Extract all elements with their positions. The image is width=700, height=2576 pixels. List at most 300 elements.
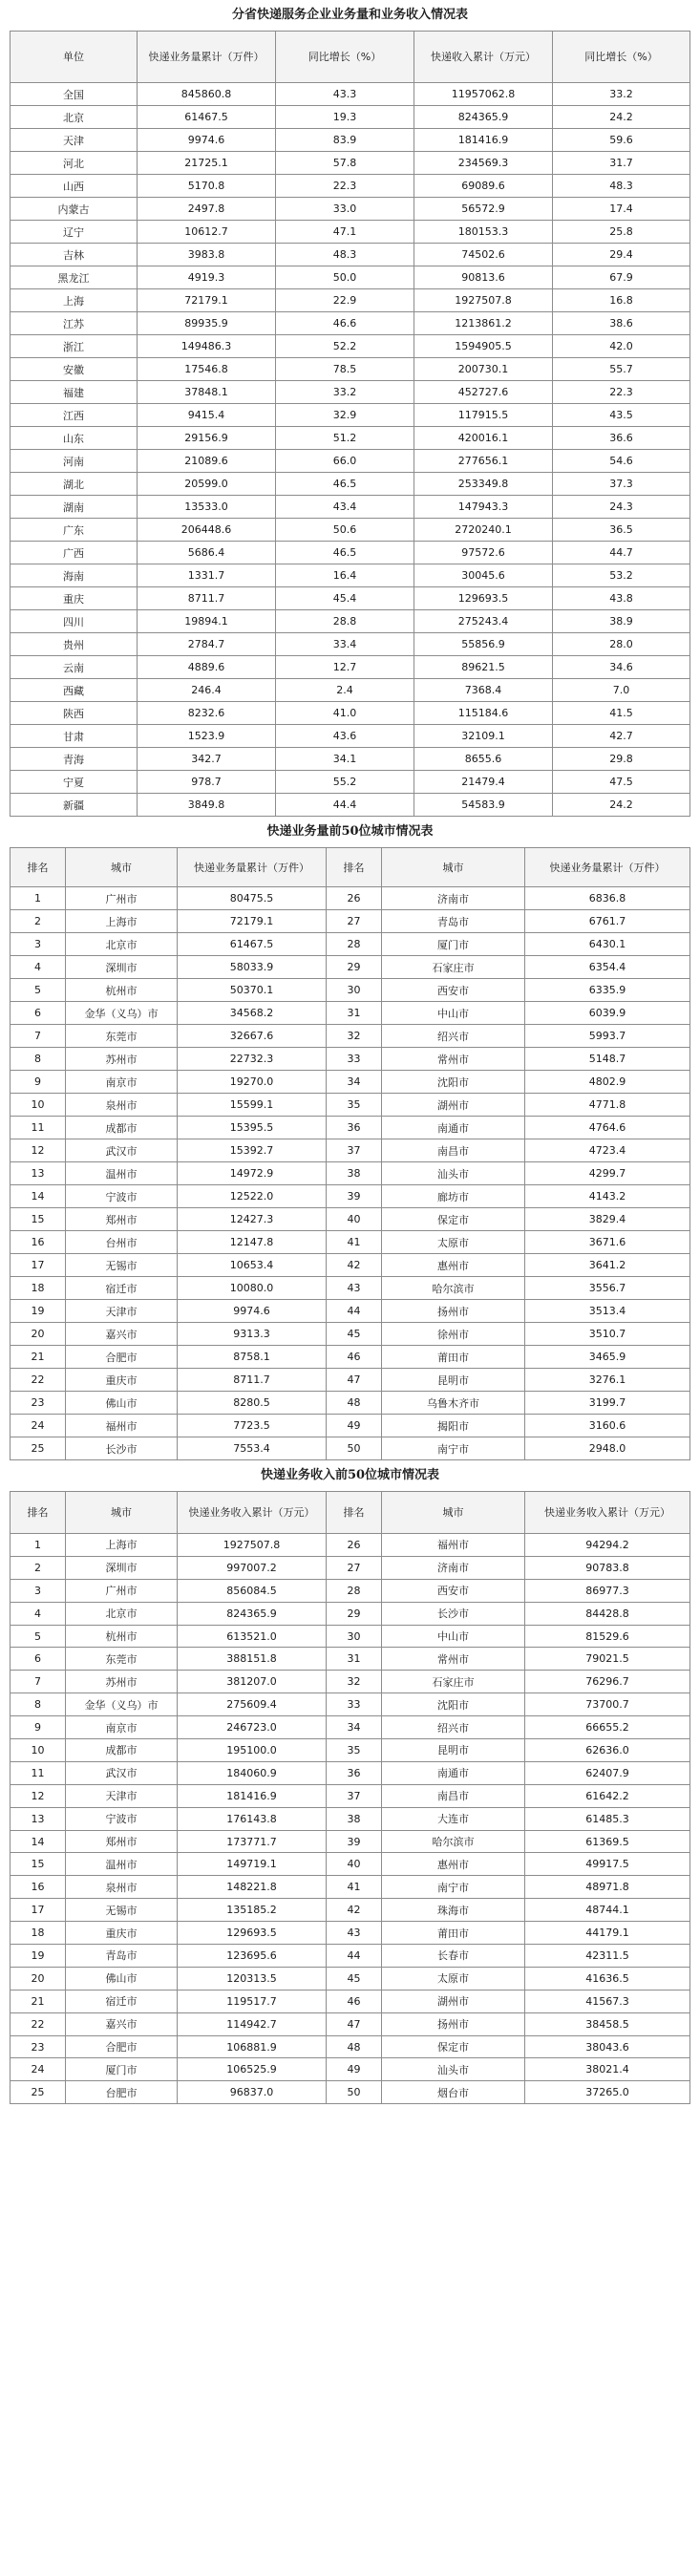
cell-city: 沈阳市 [382, 1071, 525, 1094]
cell-volume: 12427.3 [178, 1208, 327, 1231]
cell-volume: 3983.8 [138, 244, 276, 266]
cell-rank: 22 [11, 2012, 66, 2035]
cell-revenue: 30045.6 [414, 564, 553, 587]
cell-revenue-growth: 37.3 [553, 473, 690, 496]
cell-city: 南宁市 [382, 1876, 525, 1899]
cell-volume: 17546.8 [138, 358, 276, 381]
cell-city: 扬州市 [382, 1300, 525, 1323]
table-row [11, 266, 690, 289]
cell-volume: 4919.3 [138, 266, 276, 289]
cell-unit: 陕西 [11, 702, 138, 725]
cell-volume: 3276.1 [525, 1369, 690, 1392]
cell-rank: 47 [327, 1369, 382, 1392]
cell-revenue-growth: 54.6 [553, 450, 690, 473]
cell-city: 惠州市 [382, 1853, 525, 1876]
cell-volume: 6039.9 [525, 1002, 690, 1025]
table-row [11, 887, 690, 910]
cell-rank: 48 [327, 1392, 382, 1415]
cell-volume-growth: 51.2 [276, 427, 414, 450]
header-city: 城市 [66, 848, 178, 887]
table-row [11, 933, 690, 956]
cell-unit: 黑龙江 [11, 266, 138, 289]
cell-unit: 山西 [11, 175, 138, 198]
cell-revenue: 1927507.8 [178, 1534, 327, 1557]
cell-city: 珠海市 [382, 1899, 525, 1922]
cell-volume-growth: 41.0 [276, 702, 414, 725]
cell-rank: 49 [327, 2058, 382, 2081]
cell-city: 武汉市 [66, 1761, 178, 1784]
cell-revenue-growth: 29.8 [553, 748, 690, 771]
cell-volume: 9313.3 [178, 1323, 327, 1346]
cell-volume-growth: 55.2 [276, 771, 414, 794]
table-header-row [11, 848, 690, 887]
cell-volume: 4889.6 [138, 656, 276, 679]
cell-revenue: 90783.8 [525, 1556, 690, 1579]
table-row [11, 106, 690, 129]
table2-title: 快递业务量前50位城市情况表 [266, 824, 434, 839]
cell-city: 成都市 [66, 1739, 178, 1762]
cell-rank: 7 [11, 1025, 66, 1048]
cell-revenue: 97572.6 [414, 542, 553, 564]
cell-revenue-growth: 29.4 [553, 244, 690, 266]
cell-city: 莆田市 [382, 1922, 525, 1945]
cell-revenue: 37265.0 [525, 2081, 690, 2104]
table-row [11, 725, 690, 748]
cell-rank: 26 [327, 1534, 382, 1557]
cell-revenue: 76296.7 [525, 1671, 690, 1693]
cell-city: 北京市 [66, 1602, 178, 1625]
cell-volume: 10653.4 [178, 1254, 327, 1277]
cell-revenue: 824365.9 [414, 106, 553, 129]
cell-volume: 6335.9 [525, 979, 690, 1002]
cell-volume: 5686.4 [138, 542, 276, 564]
cell-revenue-growth: 24.2 [553, 106, 690, 129]
cell-volume-growth: 83.9 [276, 129, 414, 152]
cell-unit: 四川 [11, 610, 138, 633]
cell-revenue-growth: 33.2 [553, 83, 690, 106]
cell-volume: 80475.5 [178, 887, 327, 910]
cell-revenue: 115184.6 [414, 702, 553, 725]
cell-city: 汕头市 [382, 2058, 525, 2081]
cell-rank: 20 [11, 1323, 66, 1346]
cell-rank: 13 [11, 1162, 66, 1185]
cell-city: 金华（义乌）市 [66, 1002, 178, 1025]
cell-rank: 50 [327, 1437, 382, 1460]
cell-rank: 41 [327, 1231, 382, 1254]
cell-rank: 31 [327, 1648, 382, 1671]
cell-revenue: 61642.2 [525, 1784, 690, 1807]
cell-city: 中山市 [382, 1625, 525, 1648]
table-row [11, 2035, 690, 2058]
cell-rank: 6 [11, 1648, 66, 1671]
cell-volume-growth: 16.4 [276, 564, 414, 587]
cell-rank: 36 [327, 1117, 382, 1139]
cell-revenue: 234569.3 [414, 152, 553, 175]
cell-rank: 49 [327, 1415, 382, 1437]
cell-revenue-growth: 7.0 [553, 679, 690, 702]
cell-city: 泉州市 [66, 1094, 178, 1117]
cell-city: 南宁市 [382, 1437, 525, 1460]
cell-revenue-growth: 38.6 [553, 312, 690, 335]
province-express-table [10, 31, 690, 817]
cell-volume: 13533.0 [138, 496, 276, 519]
cell-city: 烟台市 [382, 2081, 525, 2104]
cell-revenue: 66655.2 [525, 1716, 690, 1739]
cell-revenue-growth: 36.5 [553, 519, 690, 542]
table-row [11, 1945, 690, 1968]
table-row [11, 1300, 690, 1323]
cell-city: 上海市 [66, 1534, 178, 1557]
cell-city: 汕头市 [382, 1162, 525, 1185]
cell-volume: 89935.9 [138, 312, 276, 335]
cell-city: 绍兴市 [382, 1716, 525, 1739]
header-volume-growth: 同比增长（%） [276, 32, 414, 83]
cell-city: 西安市 [382, 1579, 525, 1602]
cell-rank: 25 [11, 1437, 66, 1460]
cell-revenue: 11957062.8 [414, 83, 553, 106]
cell-city: 中山市 [382, 1002, 525, 1025]
cell-unit: 西藏 [11, 679, 138, 702]
table-row [11, 1231, 690, 1254]
cell-revenue: 184060.9 [178, 1761, 327, 1784]
cell-rank: 39 [327, 1185, 382, 1208]
cell-volume: 3513.4 [525, 1300, 690, 1323]
cell-city: 宁波市 [66, 1807, 178, 1830]
city-revenue-table [10, 1491, 690, 2104]
cell-city: 廊坊市 [382, 1185, 525, 1208]
cell-rank: 1 [11, 1534, 66, 1557]
cell-rank: 14 [11, 1185, 66, 1208]
cell-city: 合肥市 [66, 1346, 178, 1369]
cell-revenue-growth: 67.9 [553, 266, 690, 289]
cell-unit: 海南 [11, 564, 138, 587]
cell-unit: 吉林 [11, 244, 138, 266]
cell-revenue: 73700.7 [525, 1693, 690, 1716]
cell-rank: 23 [11, 1392, 66, 1415]
cell-revenue-growth: 28.0 [553, 633, 690, 656]
cell-volume-growth: 47.1 [276, 221, 414, 244]
city-volume-table [10, 847, 690, 1460]
cell-city: 保定市 [382, 1208, 525, 1231]
table-row [11, 473, 690, 496]
table-row [11, 404, 690, 427]
cell-volume-growth: 2.4 [276, 679, 414, 702]
cell-city: 石家庄市 [382, 956, 525, 979]
cell-volume: 58033.9 [178, 956, 327, 979]
cell-city: 扬州市 [382, 2012, 525, 2035]
cell-city: 大连市 [382, 1807, 525, 1830]
table1-title: 分省快递服务企业业务量和业务收入情况表 [231, 8, 468, 22]
cell-city: 温州市 [66, 1162, 178, 1185]
cell-volume: 342.7 [138, 748, 276, 771]
table-row [11, 1254, 690, 1277]
table-row [11, 1671, 690, 1693]
table-row [11, 358, 690, 381]
cell-rank: 19 [11, 1300, 66, 1323]
cell-rank: 19 [11, 1945, 66, 1968]
cell-volume-growth: 34.1 [276, 748, 414, 771]
table1-body [11, 83, 690, 817]
cell-revenue-growth: 24.3 [553, 496, 690, 519]
cell-volume: 10612.7 [138, 221, 276, 244]
cell-city: 哈尔滨市 [382, 1277, 525, 1300]
table-row [11, 1002, 690, 1025]
cell-volume: 4143.2 [525, 1185, 690, 1208]
cell-unit: 江苏 [11, 312, 138, 335]
cell-volume: 7553.4 [178, 1437, 327, 1460]
cell-rank: 24 [11, 2058, 66, 2081]
header-rank: 排名 [11, 848, 66, 887]
cell-volume: 3199.7 [525, 1392, 690, 1415]
table-row [11, 1899, 690, 1922]
cell-volume: 6430.1 [525, 933, 690, 956]
cell-rank: 32 [327, 1025, 382, 1048]
table-row [11, 564, 690, 587]
cell-revenue: 613521.0 [178, 1625, 327, 1648]
cell-rank: 16 [11, 1876, 66, 1899]
cell-volume: 246.4 [138, 679, 276, 702]
cell-city: 宁波市 [66, 1185, 178, 1208]
cell-city: 郑州市 [66, 1208, 178, 1231]
cell-revenue: 32109.1 [414, 725, 553, 748]
table-row [11, 794, 690, 817]
cell-city: 惠州市 [382, 1254, 525, 1277]
table-row [11, 1807, 690, 1830]
cell-revenue: 452727.6 [414, 381, 553, 404]
cell-volume: 15599.1 [178, 1094, 327, 1117]
cell-rank: 3 [11, 1579, 66, 1602]
table-row [11, 312, 690, 335]
cell-revenue: 96837.0 [178, 2081, 327, 2104]
cell-city: 天津市 [66, 1300, 178, 1323]
table-row [11, 656, 690, 679]
cell-volume: 1523.9 [138, 725, 276, 748]
cell-volume: 5170.8 [138, 175, 276, 198]
cell-volume: 50370.1 [178, 979, 327, 1002]
cell-volume-growth: 57.8 [276, 152, 414, 175]
cell-city: 青岛市 [66, 1945, 178, 1968]
cell-revenue-growth: 43.5 [553, 404, 690, 427]
cell-rank: 39 [327, 1830, 382, 1853]
cell-rank: 35 [327, 1094, 382, 1117]
cell-revenue: 106525.9 [178, 2058, 327, 2081]
cell-city: 绍兴市 [382, 1025, 525, 1048]
cell-city: 乌鲁木齐市 [382, 1392, 525, 1415]
cell-rank: 32 [327, 1671, 382, 1693]
cell-rank: 29 [327, 956, 382, 979]
table-row [11, 1185, 690, 1208]
header-rank-2: 排名 [327, 848, 382, 887]
table-row [11, 748, 690, 771]
header-city: 城市 [66, 1492, 178, 1534]
cell-volume: 14972.9 [178, 1162, 327, 1185]
table-row [11, 1346, 690, 1369]
table-row [11, 244, 690, 266]
cell-volume: 8758.1 [178, 1346, 327, 1369]
cell-revenue-growth: 53.2 [553, 564, 690, 587]
cell-city: 重庆市 [66, 1922, 178, 1945]
cell-volume: 21089.6 [138, 450, 276, 473]
cell-volume-growth: 46.6 [276, 312, 414, 335]
cell-unit: 辽宁 [11, 221, 138, 244]
cell-rank: 46 [327, 1346, 382, 1369]
cell-unit: 贵州 [11, 633, 138, 656]
cell-unit: 内蒙古 [11, 198, 138, 221]
table-row [11, 1922, 690, 1945]
cell-volume: 61467.5 [138, 106, 276, 129]
cell-city: 保定市 [382, 2035, 525, 2058]
cell-city: 杭州市 [66, 979, 178, 1002]
cell-revenue-growth: 36.6 [553, 427, 690, 450]
header-revenue-growth: 同比增长（%） [553, 32, 690, 83]
cell-rank: 46 [327, 1990, 382, 2012]
table-row [11, 1437, 690, 1460]
cell-rank: 18 [11, 1277, 66, 1300]
table3-title: 快递业务收入前50位城市情况表 [260, 1468, 440, 1482]
cell-volume: 72179.1 [178, 910, 327, 933]
cell-revenue: 135185.2 [178, 1899, 327, 1922]
cell-volume-growth: 78.5 [276, 358, 414, 381]
cell-rank: 45 [327, 1967, 382, 1990]
cell-city: 长沙市 [382, 1602, 525, 1625]
cell-unit: 宁夏 [11, 771, 138, 794]
cell-revenue-growth: 59.6 [553, 129, 690, 152]
table-row [11, 83, 690, 106]
cell-city: 哈尔滨市 [382, 1830, 525, 1853]
cell-revenue-growth: 47.5 [553, 771, 690, 794]
table-row [11, 1025, 690, 1048]
cell-volume: 19894.1 [138, 610, 276, 633]
cell-city: 佛山市 [66, 1392, 178, 1415]
cell-volume: 21725.1 [138, 152, 276, 175]
cell-rank: 37 [327, 1784, 382, 1807]
cell-unit: 山东 [11, 427, 138, 450]
table-row [11, 679, 690, 702]
cell-revenue: 275609.4 [178, 1693, 327, 1716]
cell-city: 常州市 [382, 1048, 525, 1071]
table-row [11, 1830, 690, 1853]
header-city-2: 城市 [382, 848, 525, 887]
cell-revenue: 117915.5 [414, 404, 553, 427]
table-row [11, 1716, 690, 1739]
cell-revenue: 62636.0 [525, 1739, 690, 1762]
cell-volume-growth: 19.3 [276, 106, 414, 129]
cell-revenue-growth: 17.4 [553, 198, 690, 221]
cell-revenue-growth: 34.6 [553, 656, 690, 679]
cell-rank: 2 [11, 1556, 66, 1579]
table-row [11, 427, 690, 450]
cell-rank: 14 [11, 1830, 66, 1853]
cell-rank: 27 [327, 910, 382, 933]
cell-city: 深圳市 [66, 1556, 178, 1579]
table-row [11, 1094, 690, 1117]
cell-volume: 4771.8 [525, 1094, 690, 1117]
cell-rank: 10 [11, 1094, 66, 1117]
cell-rank: 20 [11, 1967, 66, 1990]
cell-city: 南京市 [66, 1071, 178, 1094]
cell-rank: 48 [327, 2035, 382, 2058]
cell-city: 嘉兴市 [66, 1323, 178, 1346]
cell-city: 太原市 [382, 1967, 525, 1990]
cell-rank: 5 [11, 1625, 66, 1648]
cell-city: 东莞市 [66, 1025, 178, 1048]
cell-revenue: 388151.8 [178, 1648, 327, 1671]
table-row [11, 1648, 690, 1671]
cell-volume: 3160.6 [525, 1415, 690, 1437]
cell-volume-growth: 43.4 [276, 496, 414, 519]
cell-revenue: 275243.4 [414, 610, 553, 633]
cell-unit: 重庆 [11, 587, 138, 610]
cell-revenue: 84428.8 [525, 1602, 690, 1625]
cell-city: 长沙市 [66, 1437, 178, 1460]
cell-revenue: 420016.1 [414, 427, 553, 450]
cell-unit: 天津 [11, 129, 138, 152]
cell-rank: 9 [11, 1071, 66, 1094]
table-row [11, 1602, 690, 1625]
cell-revenue: 123695.6 [178, 1945, 327, 1968]
cell-revenue-growth: 25.8 [553, 221, 690, 244]
table-row [11, 2012, 690, 2035]
header-rank: 排名 [11, 1492, 66, 1534]
table-row [11, 1556, 690, 1579]
cell-revenue: 41636.5 [525, 1967, 690, 1990]
cell-rank: 33 [327, 1693, 382, 1716]
cell-revenue: 148221.8 [178, 1876, 327, 1899]
cell-volume: 4764.6 [525, 1117, 690, 1139]
cell-city: 湖州市 [382, 1094, 525, 1117]
cell-revenue: 1213861.2 [414, 312, 553, 335]
cell-volume: 6354.4 [525, 956, 690, 979]
table-row [11, 152, 690, 175]
header-volume-2: 快递业务量累计（万件） [525, 848, 690, 887]
cell-revenue: 48971.8 [525, 1876, 690, 1899]
cell-unit: 甘肃 [11, 725, 138, 748]
cell-volume: 3829.4 [525, 1208, 690, 1231]
cell-revenue: 277656.1 [414, 450, 553, 473]
cell-unit: 广西 [11, 542, 138, 564]
cell-revenue: 114942.7 [178, 2012, 327, 2035]
cell-city: 温州市 [66, 1853, 178, 1876]
cell-rank: 15 [11, 1853, 66, 1876]
cell-revenue: 81529.6 [525, 1625, 690, 1648]
cell-city: 武汉市 [66, 1139, 178, 1162]
cell-revenue: 79021.5 [525, 1648, 690, 1671]
table-row [11, 1071, 690, 1094]
table-row [11, 1739, 690, 1762]
cell-volume: 1331.7 [138, 564, 276, 587]
cell-rank: 34 [327, 1071, 382, 1094]
cell-volume: 6836.8 [525, 887, 690, 910]
cell-volume: 34568.2 [178, 1002, 327, 1025]
cell-city: 泉州市 [66, 1876, 178, 1899]
cell-revenue: 147943.3 [414, 496, 553, 519]
cell-city: 西安市 [382, 979, 525, 1002]
cell-revenue-growth: 55.7 [553, 358, 690, 381]
cell-volume-growth: 46.5 [276, 542, 414, 564]
cell-city: 深圳市 [66, 956, 178, 979]
cell-unit: 河北 [11, 152, 138, 175]
cell-volume: 8711.7 [138, 587, 276, 610]
cell-volume: 6761.7 [525, 910, 690, 933]
cell-volume: 4723.4 [525, 1139, 690, 1162]
cell-revenue: 90813.6 [414, 266, 553, 289]
cell-city: 北京市 [66, 933, 178, 956]
cell-rank: 30 [327, 1625, 382, 1648]
cell-rank: 36 [327, 1761, 382, 1784]
table-row [11, 1208, 690, 1231]
cell-revenue: 21479.4 [414, 771, 553, 794]
cell-revenue: 253349.8 [414, 473, 553, 496]
